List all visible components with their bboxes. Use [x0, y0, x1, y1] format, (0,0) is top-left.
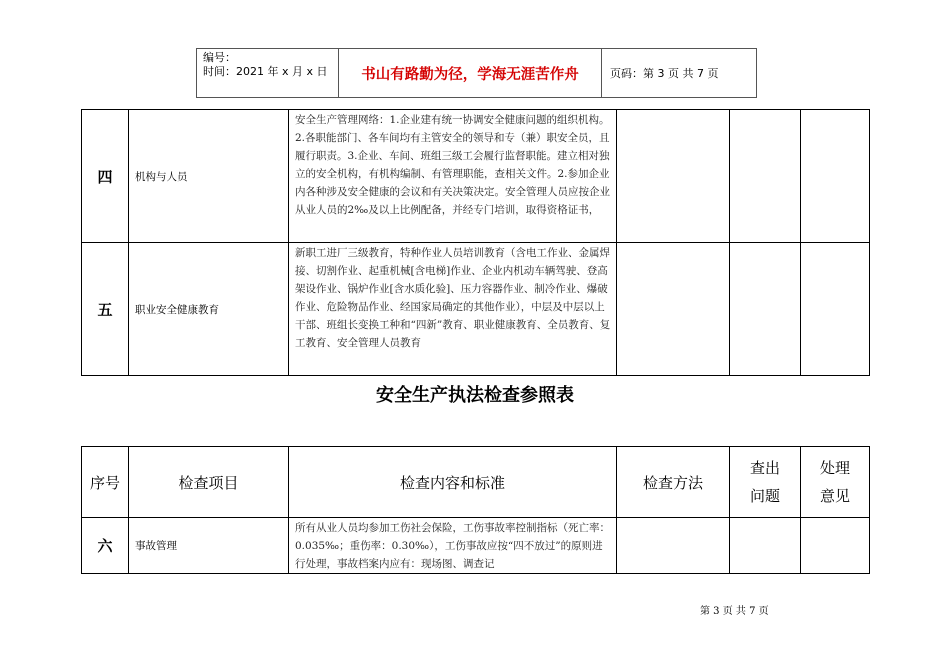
- row-content: 所有从业人员均参加工伤社会保险，工伤事故率控制指标（死亡率：0.035‰；重伤率：0.30‰），工伤事故应按“四不放过”的原则进行处理，事故档案内应有：现场图、调查记: [289, 518, 617, 574]
- row-item: 职业安全健康教育: [129, 243, 289, 376]
- header-method: 检查方法: [617, 447, 730, 518]
- header-issues: [730, 447, 801, 518]
- header-content: 检查内容和标准: [289, 447, 617, 518]
- row-issues-cell: [730, 243, 801, 376]
- row-issues-cell: [730, 110, 801, 243]
- row-opinion-cell: [801, 243, 870, 376]
- inspection-reference-table: [81, 446, 870, 574]
- table-row: [82, 110, 870, 243]
- table-row: [82, 243, 870, 376]
- header-issues-line1: 查出: [749, 459, 780, 477]
- header-opinion: [801, 447, 870, 518]
- header-opinion-line1: 处理: [819, 459, 850, 477]
- row-item: 事故管理: [129, 518, 289, 574]
- header-meta: [197, 49, 339, 97]
- document-time-label: 时间：2021 年 x 月 x 日: [203, 65, 328, 78]
- row-method-cell: [617, 110, 730, 243]
- header-item: 检查项目: [129, 447, 289, 518]
- page-number-label: 页码：第 3 页 共 7 页: [610, 67, 719, 80]
- section-title: 安全生产执法检查参照表: [376, 385, 574, 406]
- header-number: 序号: [82, 447, 129, 518]
- header-issues-line2: 问题: [749, 487, 780, 505]
- row-method-cell: [617, 243, 730, 376]
- header-opinion-line2: 意见: [819, 487, 850, 505]
- row-number: 四: [82, 110, 129, 243]
- row-number: 六: [82, 518, 129, 574]
- table-row: [82, 518, 870, 574]
- row-content: 新职工进厂三级教育，特种作业人员培训教育（含电工作业、金属焊接、切割作业、起重机械[含电梯]作业、企业内机动车辆驾驶、登高架设作业、锅炉作业[含水质化验]、压力容器作业、制冷作业、爆破作业、危险物品作业、经国家局确定的其他作业），中层及中层以上干部、班组长变换工种和“四新”教育、职业健康教育、全员教育、复工教育、安全管理人员教育: [289, 243, 617, 376]
- row-issues-cell: [730, 518, 801, 574]
- header-slogan: 书山有路勤为径，学海无涯苦作舟: [339, 49, 602, 97]
- row-item: 机构与人员: [129, 110, 289, 243]
- row-number: 五: [82, 243, 129, 376]
- table-header-row: [82, 447, 870, 518]
- row-opinion-cell: [801, 518, 870, 574]
- row-content: 安全生产管理网络：1.企业建有统一协调安全健康问题的组织机构。2.各职能部门、各车间均有主管安全的领导和专（兼）职安全员，且履行职责。3.企业、车间、班组三级工会履行监督职能。建立相对独立的安全机构，有机构编制、有管理职能，查相关文件。2.参加企业内各种涉及安全健康的会议和有关决策决定。安全管理人员应按企业从业人员的2‰及以上比例配备，并经专门培训，取得资格证书，: [289, 110, 617, 243]
- page-header: [196, 48, 757, 98]
- inspection-table-continued: [81, 109, 870, 376]
- row-method-cell: [617, 518, 730, 574]
- page-footer: 第 3 页 共 7 页: [700, 606, 769, 617]
- row-opinion-cell: [801, 110, 870, 243]
- document-number-label: 编号：: [203, 51, 236, 64]
